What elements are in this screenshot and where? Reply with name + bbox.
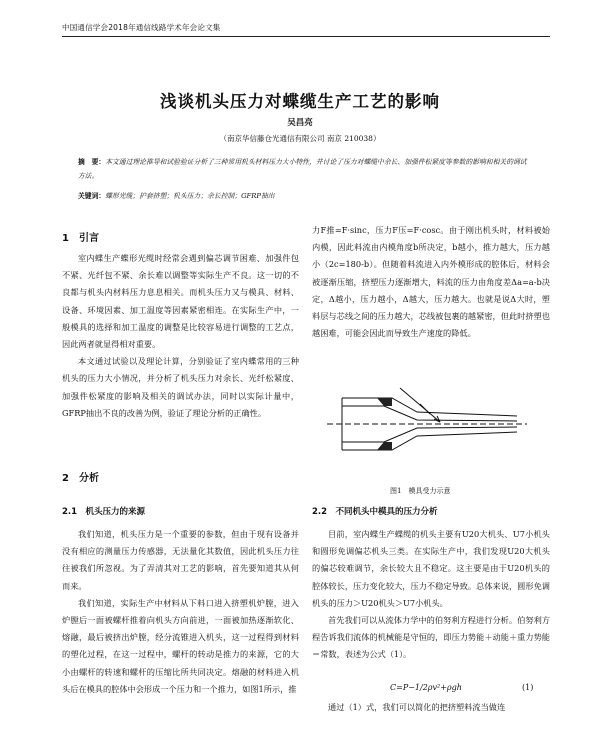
subsection-2-1-heading: 2.1 机头压力的来源 bbox=[62, 507, 146, 517]
affiliation: （南京华信藤仓光通信有限公司 南京 210038） bbox=[219, 134, 381, 143]
author: 吴昌亮 bbox=[287, 118, 313, 128]
header-rule bbox=[62, 36, 550, 37]
running-header: 中国通信学会2018年通信线路学术年会论文集 bbox=[62, 23, 221, 32]
section-analysis-heading: 2 分析 bbox=[62, 473, 99, 484]
analysis-paragraph-1: 我们知道，机头压力是一个重要的参数，但由于现有设备并没有相应的测量压力传感器，无法量化其数值，因此机头压力往往被我们所忽视。为了弄清其对工艺的影响，首先要知道其从何而来。 bbox=[62, 529, 299, 591]
right-body-last bbox=[312, 699, 550, 716]
section-intro-heading: 1 引言 bbox=[62, 233, 99, 244]
right-paragraph-1: 力F推=F·sinc，压力F压=F·cosc。由于刚出机头时，材料被始内模，因此料流由内模角度b所决定，b越小，推力越大，压力越小（2c=180-b）。但随着料流进入内外模形成的腔体后，材料会被逐渐压缩，挤塑压力逐渐增大，料流的压力由角度差Δa=a-b决定，Δ越小，压力越小，Δ越大，压力越大。也就是说Δ大时，塑料层与芯线之间的压力越大，芯线被包裹的越紧密，但此时挤塑也越困难，可能会因此而导致生产速度的降低。 bbox=[312, 225, 550, 339]
abstract bbox=[78, 155, 528, 183]
right-body-bottom bbox=[312, 526, 550, 664]
right-paragraph-2: 目前，室内蝶生产蝶缆的机头主要有U20大机头、U7小机头和圆形免调偏芯机头三类。在实际生产中，我们发现U20大机头的偏芯较难调节，余长较大且不稳定。这主要是由于U20机头的腔体较长，压力变化较大，压力不稳定导致。总体来说，圆形免调机头的压力＞U20机头＞U7小机头。 bbox=[312, 529, 550, 608]
intro-body bbox=[62, 250, 299, 422]
die-hatch-top bbox=[377, 398, 392, 406]
right-paragraph-3: 首先我们可以从流体力学中的伯努利方程进行分析。伯努利方程告诉我们流体的机械能是守恒的，即压力势能＋动能＋重力势能＝常数，表述为公式（1）。 bbox=[312, 615, 550, 660]
abstract-text: 本文通过理论推导和试验验证分析了三种常用机头材料压力大小特性，并讨论了压力对蝶缆中余长、加强件松紧度等参数的影响和相关的调试方法。 bbox=[78, 158, 527, 180]
keywords-text: 蝶形光缆；护套挤塑；机头压力；余长控制；GFRP抽出 bbox=[105, 192, 275, 200]
bernoulli-formula: C=P−1/2ρv²+ρgh bbox=[390, 683, 462, 692]
paper-title: 浅谈机头压力对蝶缆生产工艺的影响 bbox=[160, 92, 440, 111]
outer-die-bottom-line bbox=[342, 432, 517, 450]
die-hatch-bottom bbox=[377, 442, 392, 450]
keywords bbox=[78, 190, 528, 200]
keywords-label: 关键词： bbox=[78, 192, 106, 200]
right-body-top bbox=[312, 222, 550, 342]
inner-die-bottom-line bbox=[342, 427, 517, 442]
figure-1-caption: 图1 模具受力示意 bbox=[390, 487, 451, 495]
intro-paragraph-2: 本文通过试验以及理论计算，分别验证了室内蝶常用的三种机头的压力大小情况，并分析了机头压力对余长、光纤松紧度、加强件松紧度的影响及相关的调试办法，同时以实际计量中，GFRP抽出不良的改善为例，验证了理论分析的正确性。 bbox=[62, 356, 299, 418]
force-arrow-f bbox=[400, 388, 440, 422]
analysis-paragraph-2: 我们知道，实际生产中材料从下料口进入挤塑机炉膛，进入炉膛后一面被螺杆推着向机头方向前进，一面被加热逐渐软化、熔融，最后被挤出炉膛，经分流锥进入机头，这一过程得到材料的塑化过程，在这一过程中，螺杆的转动是推力的来源，它的大小由螺杆的转速和螺杆的压缩比所共同决定。熔融的材料进入机头后在模具的腔体中会形成一个压力和一个推力，如图1所示，推 bbox=[62, 597, 299, 694]
formula-number: (1) bbox=[522, 683, 534, 692]
abstract-label: 摘 要： bbox=[78, 158, 106, 166]
analysis-body bbox=[62, 526, 299, 698]
die-force-diagram bbox=[322, 378, 532, 470]
subsection-2-2-heading: 2.2 不同机头中模具的压力分析 bbox=[312, 507, 438, 517]
intro-paragraph-1: 室内蝶生产蝶形光缆时经常会遇到偏芯调节困难、加强件包不紧、光纤包不紧、余长难以调整等实际生产不良。这一切的不良都与机头内材料压力息息相关。而机头压力又与模具、材料、设备、环境因素、加工温度等因素紧密相连。在实际生产中，一般模具的选择和加工温度的调整是比较容易进行调整的工艺点，因此两者就显得相对重要。 bbox=[62, 253, 299, 350]
right-paragraph-4: 通过（1）式，我们可以简化的把挤塑料流当做连 bbox=[328, 702, 506, 712]
